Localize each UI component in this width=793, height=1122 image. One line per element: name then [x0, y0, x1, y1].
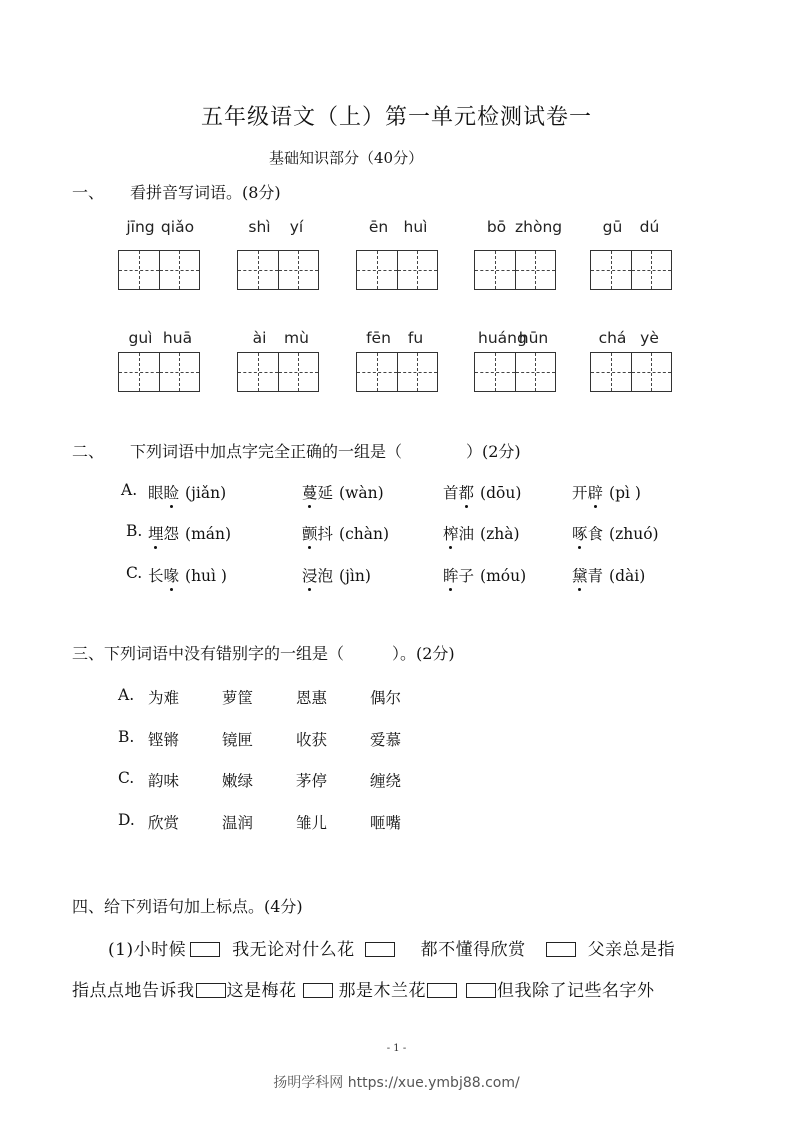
option-word: 铿锵 — [148, 731, 180, 749]
pinyin-syllable: ài — [252, 329, 267, 347]
sentence-segment: 指点点地告诉我 — [72, 981, 195, 1001]
tianzi-cell[interactable] — [397, 353, 438, 391]
footer-watermark: 扬明学科网 https://xue.ymbj88.com/ — [273, 1075, 520, 1091]
option-word: 韵味 — [148, 772, 180, 790]
word-with-pinyin — [443, 481, 521, 503]
option-word: 爱慕 — [370, 731, 402, 749]
tianzi-cell[interactable] — [278, 353, 319, 391]
option-label: C. — [118, 769, 135, 787]
tianzi-cell[interactable] — [631, 353, 672, 391]
option-word: 缠绕 — [370, 772, 402, 790]
word-char: 青 — [587, 567, 604, 585]
word-with-pinyin — [572, 481, 641, 503]
punctuation-blank[interactable] — [303, 983, 333, 998]
dotted-char: 眸 — [443, 564, 459, 586]
punctuation-blank[interactable] — [196, 983, 226, 998]
pinyin-syllable: qiǎo — [160, 218, 195, 236]
pinyin-annotation: (dài) — [609, 567, 646, 585]
dotted-char: 榨 — [443, 522, 459, 544]
option-word: 咂嘴 — [370, 814, 402, 832]
tianzi-cell[interactable] — [278, 251, 319, 289]
option-label: A. — [118, 686, 135, 704]
pinyin-syllable: dú — [639, 218, 660, 236]
tianzi-answer-grid[interactable] — [356, 352, 438, 392]
word-char: 眼 — [148, 484, 164, 502]
tianzi-cell[interactable] — [397, 251, 438, 289]
word-with-pinyin — [302, 481, 384, 503]
pinyin-annotation: (pì ) — [609, 484, 641, 502]
part-subtitle: 基础知识部分（40分） — [269, 149, 424, 167]
tianzi-answer-grid[interactable] — [118, 250, 200, 290]
option-label: B. — [126, 522, 143, 540]
dotted-char: 蔓 — [302, 481, 318, 503]
pinyin-syllable: huáng — [478, 329, 527, 347]
dotted-char: 都 — [459, 481, 475, 503]
pinyin-annotation: (móu) — [480, 567, 527, 585]
word-with-pinyin — [302, 522, 389, 544]
punctuation-blank[interactable] — [365, 942, 395, 957]
pinyin-syllable: shì — [248, 218, 271, 236]
option-word: 欣赏 — [148, 814, 180, 832]
tianzi-answer-grid[interactable] — [590, 352, 672, 392]
section2-number: 二、 — [72, 442, 105, 461]
dotted-char: 喙 — [164, 564, 180, 586]
dotted-char: 辟 — [588, 481, 604, 503]
tianzi-cell[interactable] — [631, 251, 672, 289]
tianzi-cell[interactable] — [475, 251, 515, 289]
section1-number: 一、 — [72, 183, 105, 202]
option-label: A. — [121, 481, 138, 499]
tianzi-answer-grid[interactable] — [237, 250, 319, 290]
option-label: C. — [126, 564, 143, 582]
punctuation-blank[interactable] — [546, 942, 576, 957]
section3-heading: 三、下列词语中没有错别字的一组是（ ）。(2分) — [72, 644, 455, 663]
section1-heading: 看拼音写词语。(8分) — [130, 183, 281, 202]
word-char: 抖 — [317, 525, 334, 543]
option-word: 偶尔 — [370, 689, 402, 707]
word-char: 开 — [572, 484, 588, 502]
tianzi-cell[interactable] — [515, 353, 556, 391]
sentence-line-1 — [108, 935, 675, 960]
option-word: 恩惠 — [296, 689, 328, 707]
punctuation-blank[interactable] — [190, 942, 220, 957]
page-title: 五年级语文（上）第一单元检测试卷一 — [200, 105, 592, 130]
dotted-char: 啄 — [572, 522, 588, 544]
punctuation-blank[interactable] — [427, 983, 457, 998]
dotted-char: 黛 — [572, 564, 588, 586]
pinyin-syllable: mù — [284, 329, 309, 347]
pinyin-syllable: ēn — [368, 218, 389, 236]
sentence-segment: 都不懂得欣赏 — [420, 940, 526, 960]
dotted-char: 睑 — [164, 481, 180, 503]
word-with-pinyin — [443, 564, 526, 586]
word-char: 子 — [458, 567, 475, 585]
pinyin-syllable: chá — [598, 329, 627, 347]
tianzi-cell[interactable] — [515, 251, 556, 289]
tianzi-answer-grid[interactable] — [590, 250, 672, 290]
word-char: 怨 — [163, 525, 180, 543]
tianzi-answer-grid[interactable] — [237, 352, 319, 392]
word-with-pinyin — [148, 564, 227, 586]
pinyin-syllable: yí — [289, 218, 304, 236]
pinyin-annotation: (wàn) — [339, 484, 384, 502]
tianzi-cell[interactable] — [357, 353, 397, 391]
option-word: 为难 — [148, 689, 180, 707]
word-char: 食 — [587, 525, 604, 543]
sentence-segment: 那是木兰花 — [338, 981, 426, 1001]
pinyin-syllable: guì — [128, 329, 153, 347]
tianzi-cell[interactable] — [591, 353, 631, 391]
word-char: 泡 — [317, 567, 334, 585]
tianzi-cell[interactable] — [159, 251, 200, 289]
pinyin-syllable: fu — [407, 329, 424, 347]
tianzi-answer-grid[interactable] — [118, 352, 200, 392]
section4-heading: 四、给下列语句加上标点。(4分) — [72, 897, 303, 916]
pinyin-annotation: (chàn) — [339, 525, 390, 543]
pinyin-syllable: huā — [162, 329, 193, 347]
sentence-segment: 但我除了记些名字外 — [497, 981, 655, 1001]
option-word: 雏儿 — [296, 814, 328, 832]
pinyin-annotation: (dōu) — [480, 484, 522, 502]
option-label: B. — [118, 728, 135, 746]
option-word: 萝筐 — [222, 689, 254, 707]
pinyin-annotation: (zhuó) — [609, 525, 659, 543]
pinyin-syllable: huì — [403, 218, 428, 236]
punctuation-blank[interactable] — [466, 983, 496, 998]
tianzi-cell[interactable] — [591, 251, 631, 289]
option-word: 镜匣 — [222, 731, 254, 749]
pinyin-syllable: bō — [486, 218, 507, 236]
word-with-pinyin — [443, 522, 520, 544]
dotted-char: 埋 — [148, 522, 164, 544]
sentence-segment: 这是梅花 — [226, 981, 297, 1001]
tianzi-cell[interactable] — [119, 251, 159, 289]
option-word: 收获 — [296, 731, 328, 749]
tianzi-cell[interactable] — [357, 251, 397, 289]
word-char: 首 — [443, 484, 459, 502]
word-with-pinyin — [572, 522, 659, 544]
pinyin-syllable: hūn — [518, 329, 549, 347]
word-with-pinyin — [148, 481, 226, 503]
pinyin-annotation: (zhà) — [480, 525, 520, 543]
sentence-segment: 父亲总是指 — [587, 940, 676, 960]
pinyin-syllable: gū — [602, 218, 623, 236]
tianzi-cell[interactable] — [159, 353, 200, 391]
option-word: 嫩绿 — [222, 772, 254, 790]
word-with-pinyin — [572, 564, 645, 586]
option-word: 茅停 — [296, 772, 328, 790]
tianzi-cell[interactable] — [238, 251, 278, 289]
option-label: D. — [118, 811, 135, 829]
sentence-segment: 我无论对什么花 — [232, 940, 355, 960]
pinyin-annotation: (huì ) — [185, 567, 227, 585]
sentence-line-2 — [72, 976, 655, 1001]
dotted-char: 颤 — [302, 522, 318, 544]
word-char: 长 — [148, 567, 164, 585]
pinyin-annotation: (mán) — [185, 525, 232, 543]
tianzi-cell[interactable] — [238, 353, 278, 391]
word-with-pinyin — [148, 522, 231, 544]
pinyin-annotation: (jiǎn) — [185, 484, 227, 502]
page-number: - 1 - — [386, 1043, 407, 1054]
word-char: 延 — [317, 484, 334, 502]
tianzi-answer-grid[interactable] — [474, 250, 556, 290]
word-char: 油 — [458, 525, 475, 543]
pinyin-syllable: fēn — [366, 329, 391, 347]
tianzi-cell[interactable] — [475, 353, 515, 391]
pinyin-syllable: zhòng — [515, 218, 563, 236]
word-with-pinyin — [302, 564, 371, 586]
pinyin-syllable: yè — [640, 329, 659, 347]
option-word: 温润 — [222, 814, 254, 832]
pinyin-syllable: jīng — [126, 218, 155, 236]
dotted-char: 浸 — [302, 564, 318, 586]
tianzi-cell[interactable] — [119, 353, 159, 391]
tianzi-answer-grid[interactable] — [356, 250, 438, 290]
tianzi-answer-grid[interactable] — [474, 352, 556, 392]
pinyin-annotation: (jìn) — [339, 567, 371, 585]
section2-heading: 下列词语中加点字完全正确的一组是（ ）(2分) — [130, 442, 521, 461]
sentence-segment: (1)小时候 — [108, 940, 187, 960]
